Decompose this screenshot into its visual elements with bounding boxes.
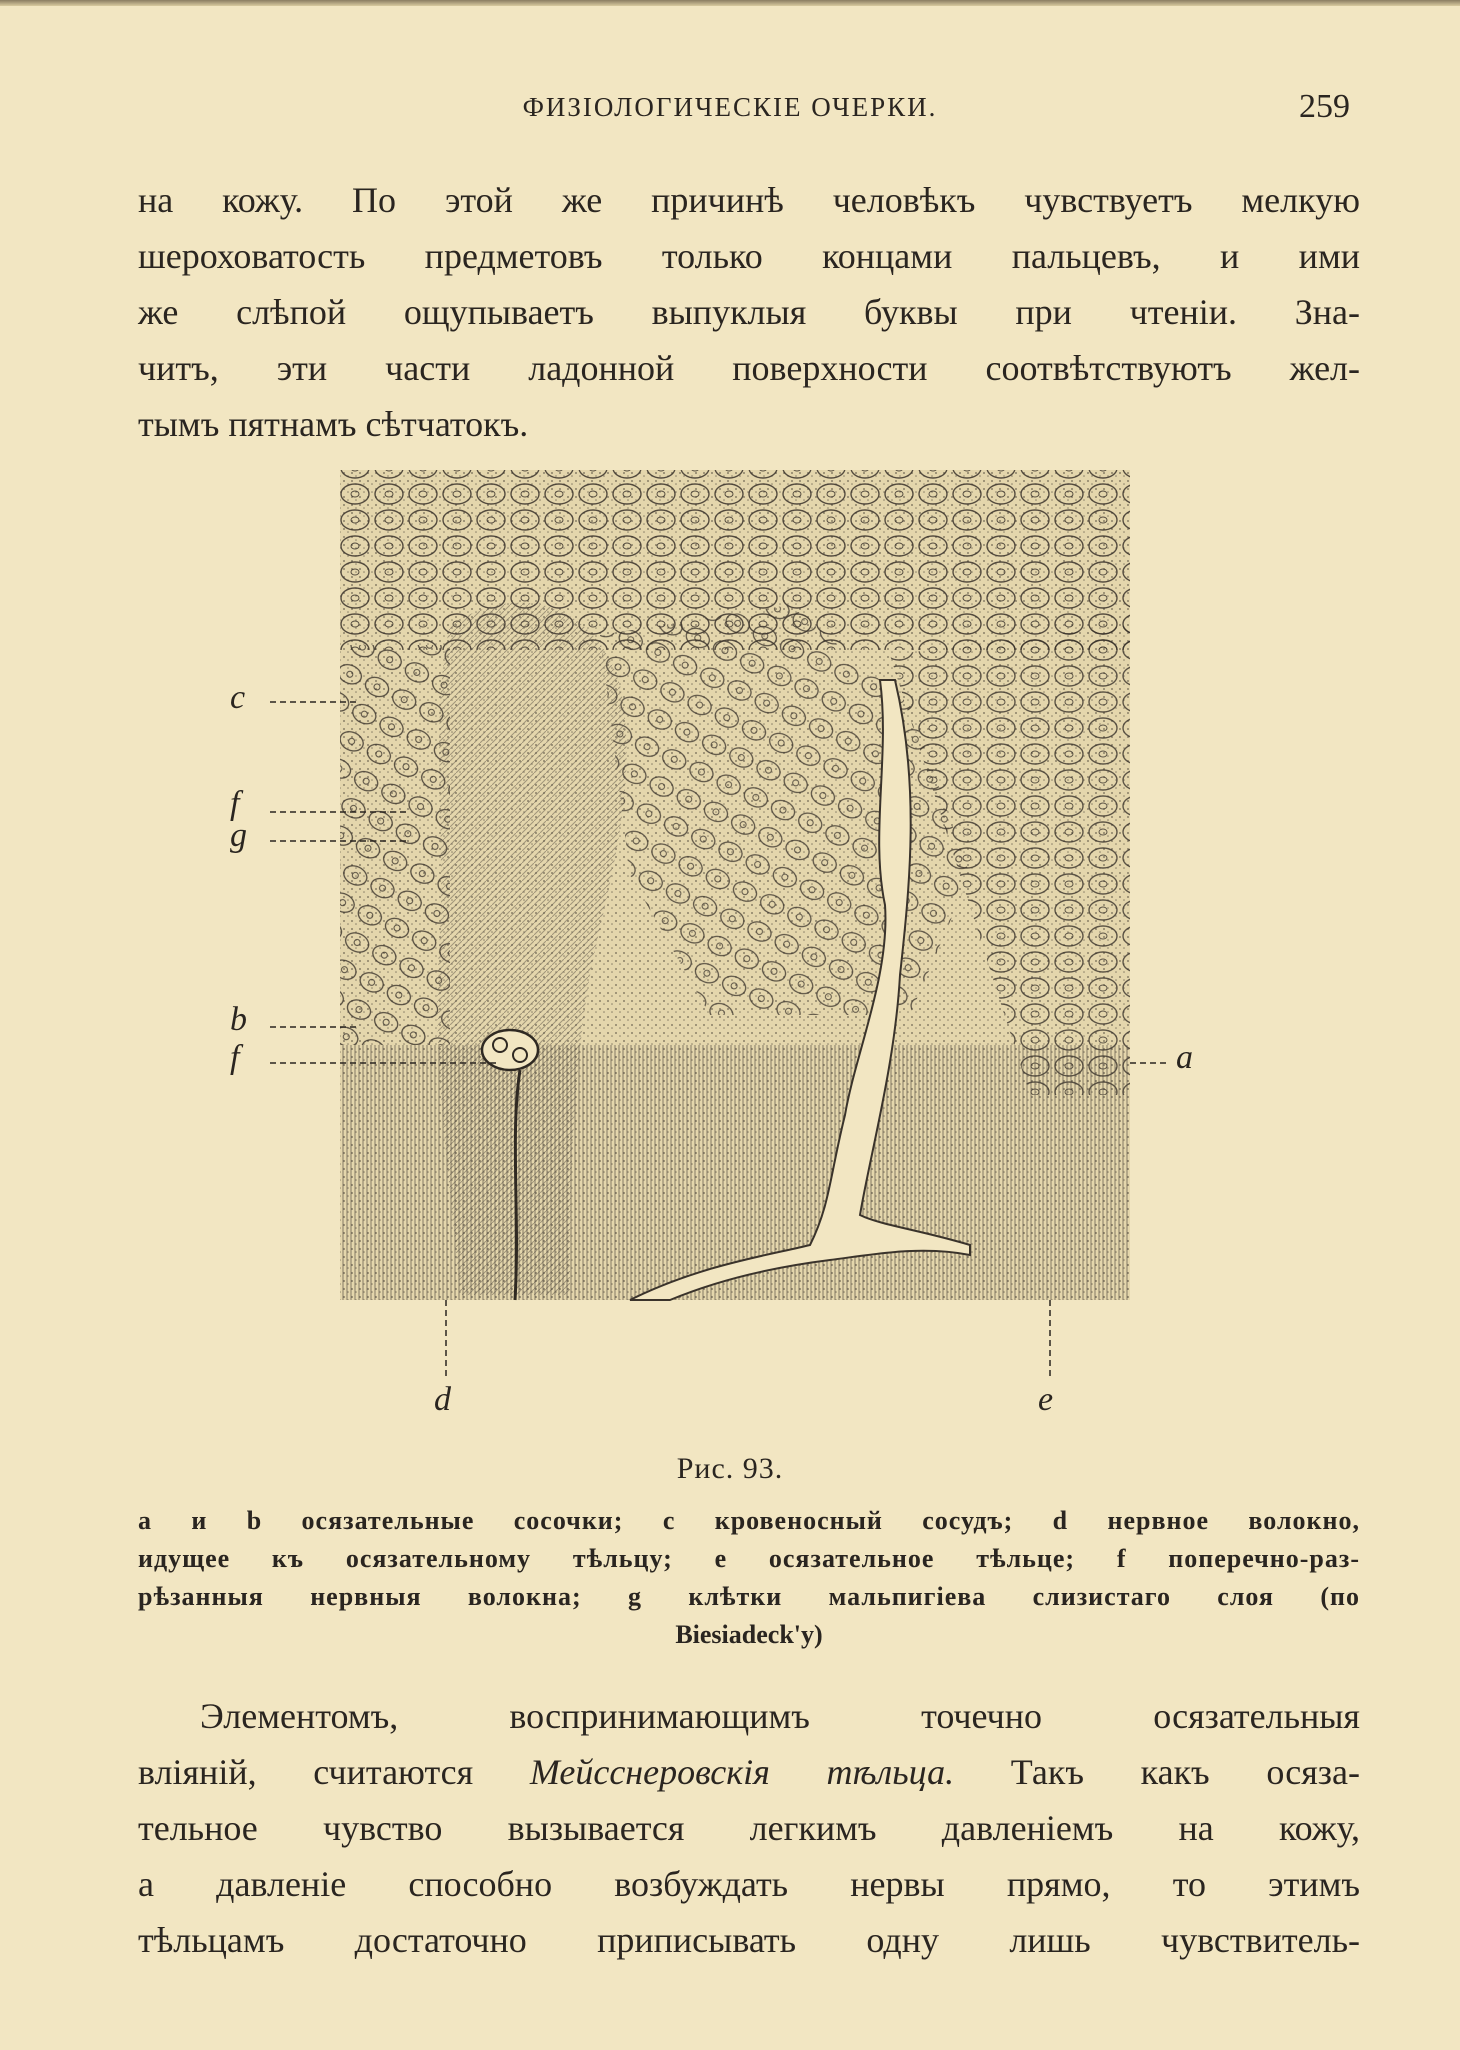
- paragraph-line: шероховатость предметовъ только концами пальцевъ, и ими: [138, 236, 1360, 276]
- figure-93-illustration: [230, 455, 1193, 1435]
- caption-line: a и b осязательные сосочки; c кровеносный сосудъ; d нервное волокно,: [138, 1506, 1360, 1535]
- figure-caption: [138, 1502, 1360, 1654]
- emphasized-term: Мейсснеровскія тѣльца.: [529, 1752, 955, 1792]
- paragraph-line: тымъ пятнамъ сѣтчатокъ.: [138, 404, 529, 444]
- paragraph-line: же слѣпой ощупываетъ выпуклыя буквы при чтеніи. Зна-: [138, 292, 1360, 332]
- paragraph-bottom: [138, 1688, 1360, 1968]
- paragraph-top: [138, 172, 1360, 452]
- figure-label-f-lower: f: [230, 1039, 240, 1076]
- page-number: 259: [1299, 88, 1350, 125]
- figure-label-g: g: [230, 817, 247, 854]
- paragraph-line: читъ, эти части ладонной поверхности соотвѣтствуютъ жел-: [138, 348, 1360, 388]
- page-top-edge: [0, 0, 1460, 6]
- figure-label-e: e: [1038, 1381, 1054, 1418]
- figure-label-a: a: [1176, 1039, 1193, 1076]
- paragraph-line-mixed: [138, 1744, 1360, 1800]
- figure-caption-title: Рис. 93.: [676, 1452, 784, 1485]
- paragraph-text: вліяній, считаются: [138, 1752, 530, 1792]
- figure-label-c: c: [230, 679, 246, 716]
- caption-line: Biesiadeck'y): [675, 1620, 823, 1649]
- paragraph-line: тельное чувство вызывается легкимъ давленіемъ на кожу,: [138, 1808, 1360, 1848]
- paragraph-line: Элементомъ, воспринимающимъ точечно осязательныя: [200, 1696, 1360, 1736]
- paragraph-line: а давленіе способно возбуждать нервы прямо, то этимъ: [138, 1864, 1360, 1904]
- caption-line: идущее къ осязательному тѣльцу; e осязательное тѣльце; f поперечно-раз-: [138, 1544, 1360, 1573]
- paragraph-text: Такъ какъ осяза-: [954, 1752, 1360, 1792]
- histology-drawing: [270, 455, 1170, 1435]
- tactile-corpuscle: [482, 1030, 538, 1070]
- figure-label-d: d: [434, 1381, 451, 1418]
- paragraph-line: на кожу. По этой же причинѣ человѣкъ чувствуетъ мелкую: [138, 180, 1360, 220]
- running-head: [0, 88, 1460, 128]
- running-title: ФИЗІОЛОГИЧЕСКІЕ ОЧЕРКИ.: [522, 92, 938, 122]
- paragraph-line: тѣльцамъ достаточно приписывать одну лишь чувствитель-: [138, 1920, 1360, 1960]
- figure-label-f-upper: f: [230, 785, 240, 822]
- caption-line: рѣзанныя нервныя волокна; g клѣтки мальпигіева слизистаго слоя (по: [138, 1582, 1360, 1611]
- figure-label-b: b: [230, 1001, 247, 1038]
